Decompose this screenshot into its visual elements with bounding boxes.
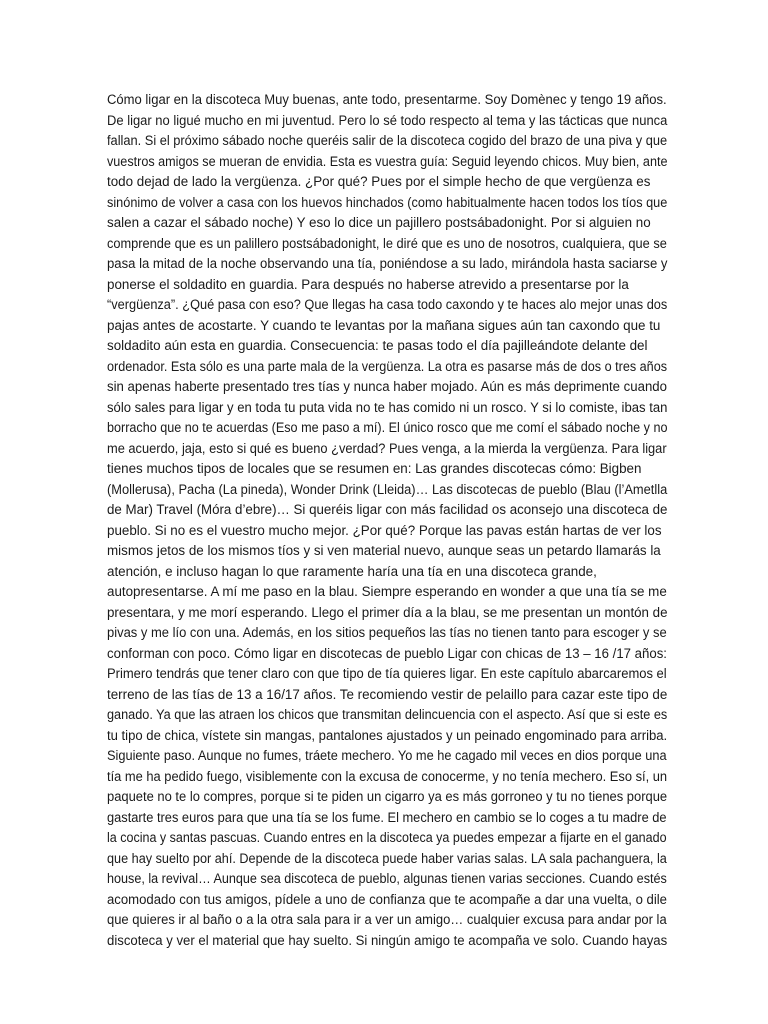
text-line: (Mollerusa), Pacha (La pineda), Wonder Drink (Lleida)… Las discotecas de pueblo (Blau (l’Ametlla <box>107 481 668 497</box>
text-line: borracho que no te acuerdas (Eso me paso a mí). El único rosco que me comí el sábado noche y no <box>107 420 668 435</box>
text-line: atención, e incluso hagan lo que raramente haría una tía en una discoteca grande, <box>107 563 597 579</box>
text-line: comprende que es un palillero postsábadonight, le diré que es uno de nosotros, cualquiera, que se <box>107 235 667 251</box>
text-line: todo dejad de lado la vergüenza. ¿Por qué? Pues por el simple hecho de que vergüenza es <box>107 174 651 189</box>
text-line: vuestros amigos se mueran de envidia. Esta es vuestra guía: Seguid leyendo chicos. Muy bien, ante <box>107 153 668 169</box>
text-line: “vergüenza”. ¿Qué pasa con eso? Que llegas ha casa todo caxondo y te haces alo mejor unas dos <box>107 297 668 312</box>
text-line: Siguiente paso. Aunque no fumes, tráete mechero. Yo me he cagado mil veces en dios porque una <box>107 748 667 763</box>
text-line: que quieres ir al baño o a la otra sala para ir a ver un amigo… cualquier excusa para andar por la <box>107 912 667 927</box>
text-line: house, la revival… Aunque sea discoteca de pueblo, algunas tienen varias secciones. Cuando estés <box>107 871 667 886</box>
text-line: pueblo. Si no es el vuestro mucho mejor. ¿Por qué? Porque las pavas están hartas de ver los <box>107 522 662 538</box>
text-line: Primero tendrás que tener claro con que tipo de tía quieres ligar. En este capítulo abarcaremos el <box>107 666 667 681</box>
text-line: fallan. Si el próximo sábado noche queréis salir de la discoteca cogido del brazo de una piva y que <box>107 133 668 148</box>
text-line: de Mar) Travel (Móra d’ebre)… Si queréis ligar con más facilidad os aconsejo una discoteca de <box>107 502 668 517</box>
text-line: Cómo ligar en la discoteca Muy buenas, ante todo, presentarme. Soy Domènec y tengo 19 años. <box>107 92 667 107</box>
text-line: conforman con poco. Cómo ligar en discotecas de pueblo Ligar con chicas de 13 – 16 /17 años: <box>107 645 667 661</box>
text-line: la cocina y santas pascuas. Cuando entres en la discoteca ya puedes empezar a fijarte en el ganado <box>107 830 667 845</box>
text-line: ordenador. Esta sólo es una parte mala de la vergüenza. La otra es pasarse más de dos o tres años <box>107 358 668 374</box>
text-line: salen a cazar el sábado noche) Y eso lo dice un pajillero postsábadonight. Por si alguien no <box>107 215 651 230</box>
text-line: autopresentarse. A mí me paso en la blau. Siempre esperando en wonder a que una tía se me <box>107 584 667 599</box>
text-line: ponerse el soldadito en guardia. Para después no haberse atrevido a presentarse por la <box>107 276 629 292</box>
text-line: paquete no te lo compres, porque si te piden un cigarro ya es más gorroneo y tu no tienes porque <box>107 789 668 804</box>
text-line: terreno de las tías de 13 a 16/17 años. Te recomiendo vestir de pelaillo para cazar este tipo de <box>107 686 668 702</box>
text-line: me acuerdo, jaja, esto si qué es bueno ¿verdad? Pues venga, a la mierda la vergüenza. Para ligar <box>107 440 667 456</box>
text-line: sin apenas haberte presentado tres tías y nunca haber mojado. Aún es más deprimente cuando <box>107 379 667 394</box>
text-line: presentara, y me morí esperando. Llego el primer día a la blau, se me presentan un montón de <box>107 604 668 620</box>
body-text <box>107 90 667 951</box>
text-line: mismos jetos de los mismos tíos y si ven material nuevo, aunque seas un petardo llamarás la <box>107 543 661 558</box>
text-line: soldadito aún esta en guardia. Consecuencia: te pasas todo el día pajilleándote delante del <box>107 338 648 353</box>
text-line: De ligar no ligué mucho en mi juventud. Pero lo sé todo respecto al tema y las tácticas que nunca <box>107 112 668 128</box>
text-line: tía me ha pedido fuego, visiblemente con la excusa de conocerme, y no tenía mechero. Eso sí, un <box>107 768 668 784</box>
text-line: acomodado con tus amigos, pídele a uno de confianza que te acompañe a dar una vuelta, o dile <box>107 891 667 907</box>
text-line: tienes muchos tipos de locales que se resumen en: Las grandes discotecas cómo: Bigben <box>107 461 642 476</box>
text-line: sinónimo de volver a casa con los huevos hinchados (como habitualmente hacen todos los tíos que <box>107 194 668 210</box>
text-line: discoteca y ver el material que hay suelto. Si ningún amigo te acompaña ve solo. Cuando hayas <box>107 932 668 948</box>
text-line: pajas antes de acostarte. Y cuando te levantas por la mañana sigues aún tan caxondo que tu <box>107 317 661 333</box>
text-line: pasa la mitad de la noche observando una tía, poniéndose a su lado, mirándola hasta saciarse y <box>107 256 668 271</box>
text-line: gastarte tres euros para que una tía se los fume. El mechero en cambio se lo coges a tu madre de <box>107 809 667 825</box>
text-line: ganado. Ya que las atraen los chicos que transmitan delincuencia con el aspecto. Así que si este es <box>107 707 668 722</box>
text-line: que hay suelto por ahí. Depende de la discoteca puede haber varias salas. LA sala pachanguera, la <box>107 850 667 866</box>
text-line: sólo sales para ligar y en toda tu puta vida no te has comido ni un rosco. Y si lo comiste, ibas tan <box>107 399 668 415</box>
text-line: pivas y me lío con una. Además, en los sitios pequeños las tías no tienen tanto para escoger y se <box>107 625 667 640</box>
text-line: tu tipo de chica, vístete sin mangas, pantalones ajustados y un peinado engominado para arriba. <box>107 727 668 743</box>
